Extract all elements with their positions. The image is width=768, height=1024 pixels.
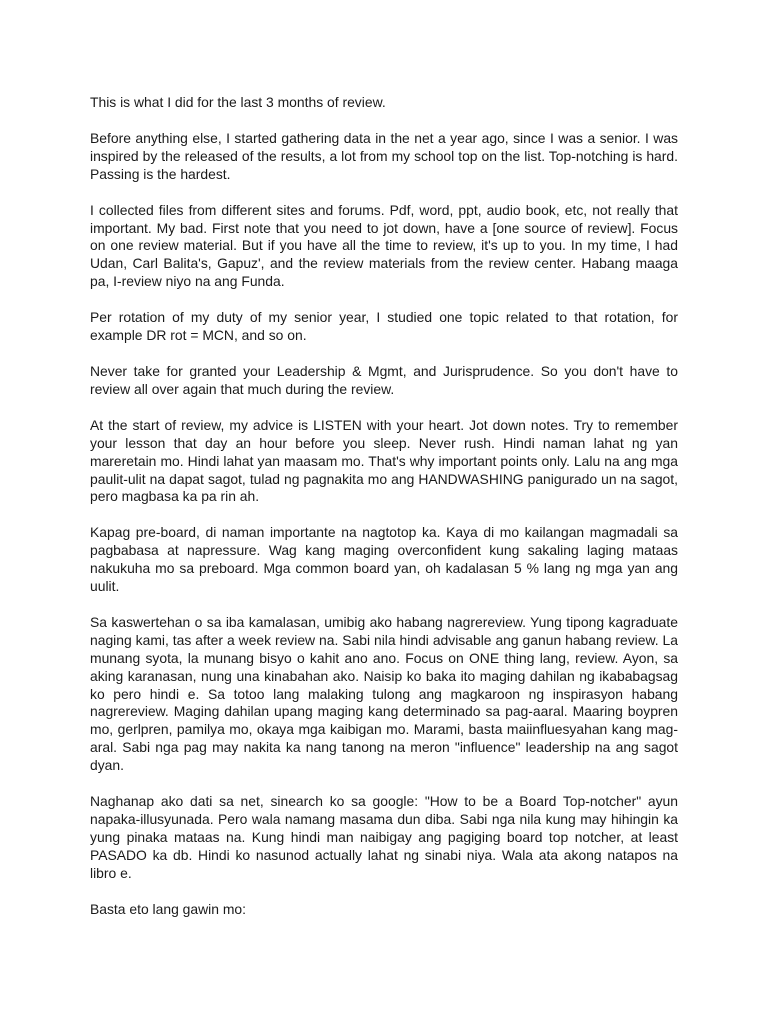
paragraph-closing: Basta eto lang gawin mo: xyxy=(90,900,246,917)
paragraph-collected-files: I collected files from different sites and forums. Pdf, word, ppt, audio book, etc, not really that important. My bad. First note that you need to jot down, have a [one source of review]. Focus on one review material. But if you have all the time to review, it's up to you. In my time, I had Udan, Carl Balita's, Gapuz', and the review materials from the review center. Habang maaga pa, I-review niyo na ang Funda. xyxy=(90,201,678,290)
paragraph-google-search: Naghanap ako dati sa net, sinearch ko sa google: "How to be a Board Top-notcher" ayun napaka-illusyunada. Pero wala namang masama dun diba. Sabi nga nila kung may hihingin ka yung pinaka mataas na. Kung hindi man naibigay ang pagiging board top notcher, at least PASADO ka db. Hindi ko nasunod actually lahat ng sinabi niya. Wala ata akong natapos na libro e. xyxy=(90,793,678,881)
paragraph-intro: This is what I did for the last 3 months of review. xyxy=(90,94,386,110)
paragraph-start-of-review: At the start of review, my advice is LISTEN with your heart. Jot down notes. Try to remember your lesson that day an hour before you sleep. Never rush. Hindi naman lahat ng yan mareretain mo. Hindi lahat yan maasam mo. That's why important points only. Lalu na ang mga paulit-ulit na dapat sagot, tulad ng pagnakita mo ang HANDWASHING panigurado un na sagot, pero magbasa ka pa rin ah. xyxy=(90,416,678,505)
paragraph-rotation: Per rotation of my duty of my senior year, I studied one topic related to that rotation, for example DR rot = MCN, and so on. xyxy=(90,309,678,344)
paragraph-gathering-data: Before anything else, I started gathering data in the net a year ago, since I was a senior. I was inspired by the released of the results, a lot from my school top on the list. Top-notching is hard. Passing is the hardest. xyxy=(90,129,678,182)
paragraph-inspiration: Sa kaswertehan o sa iba kamalasan, umibig ako habang nagrereview. Yung tipong kagraduate naging kami, tas after a week review na. Sabi nila hindi advisable ang ganun habang review. La munang syota, la munang bisyo o kahit ano ano. Focus on ONE thing lang, review. Ayon, sa aking karanasan, nung una kinabahan ako. Naisip ko baka ito maging dahilan ng ikababagsag ko pero hindi e. Sa totoo lang malaking tulong ang magkaroon ng inspirasyon habang nagrereview. Maging dahilan upang maging kang determinado sa pag-aaral. Maaring boypren mo, gerlpren, pamilya mo, okaya mga kaibigan mo. Marami, basta maiinfluesyahan kang mag-aral. Sabi nga pag may nakita ka nang tanong na meron "influence" leadership na ang sagot dyan. xyxy=(90,613,678,774)
document-page xyxy=(90,94,678,937)
paragraph-pre-board: Kapag pre-board, di naman importante na nagtotop ka. Kaya di mo kailangan magmadali sa pagbabasa at napressure. Wag kang maging overconfident kung sakaling laging mataas nakukuha mo sa preboard. Mga common board yan, oh kadalasan 5 % lang ng mga yan ang uulit. xyxy=(90,524,678,595)
paragraph-leadership: Never take for granted your Leadership & Mgmt, and Jurisprudence. So you don't have to review all over again that much during the review. xyxy=(90,362,678,397)
